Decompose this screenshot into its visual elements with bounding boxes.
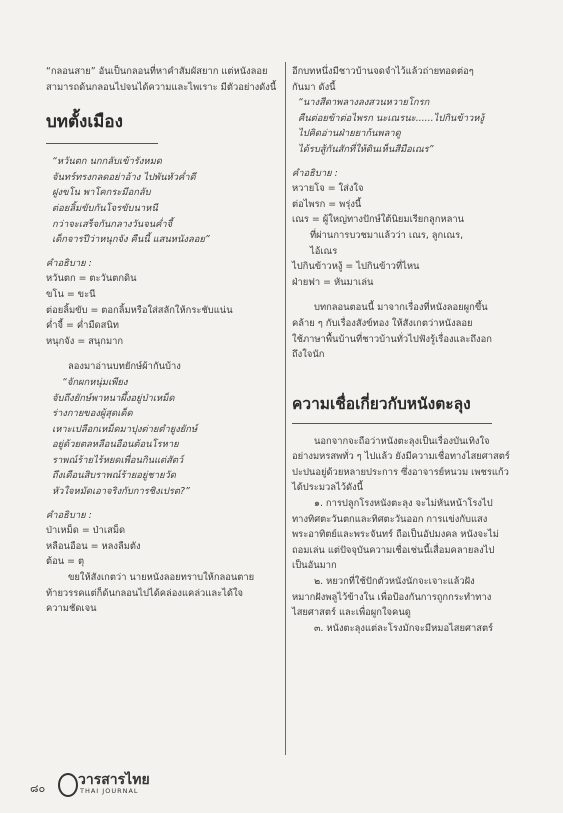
text-line: ได้ประมวลไว้ดังนี้: [292, 482, 364, 494]
gloss-item-continued: ไอ้เณร: [310, 245, 338, 257]
gloss-label: คำอธิบาย :: [46, 257, 92, 269]
text-line: ไสยศาสตร์ และเพื่อผูกใจคนดู: [292, 607, 411, 619]
text-line: บทกลอนตอนนี้ มาจากเรื่องที่หนังลอยผูกขึ้น: [314, 302, 488, 314]
gloss-item: หวันตก = ตะวันตกดิน: [46, 273, 137, 285]
poem-line: ไปคิดอ่านฝ่ายยาก้นพลาดู: [298, 128, 401, 140]
gloss-label: คำอธิบาย :: [292, 167, 338, 179]
page-number: ๘๐: [30, 782, 46, 795]
poem-line: เด็กจารปีว่าหนุกจัง คืนนี้ แสนหนังลอย”: [52, 234, 210, 246]
gloss-item-continued: ที่ผ่านการบวชมาแล้วว่า เณร, ลูกเณร,: [310, 229, 464, 241]
intro-paragraph: [46, 64, 280, 95]
column-divider: [285, 62, 286, 755]
poem-line: กว่าจะเสร็จกันกลางวันจนค่ำจี้: [52, 218, 173, 230]
gloss-item: ฝ่ายฟา = หันมาเล่น: [292, 276, 374, 288]
journal-logo-subtext: THAI JOURNAL: [80, 787, 139, 795]
poem-line: อยู่ด้วยตลหลือนอือนต้อนโรหาย: [52, 439, 179, 451]
journal-logo-text: วารสารไทย: [78, 772, 150, 788]
body-paragraph: [292, 300, 528, 362]
text-line: ๑. การปลูกโรงหนังตะลุง จะไม่หันหน้าโรงไป: [314, 498, 493, 510]
poem-line: หัวใจหมัดเอาจริงกับการชิงเปรต?”: [52, 486, 190, 498]
gloss-item: หวายโจ = ใส่งใจ: [292, 183, 364, 195]
text-line: อีกบทหนึ่งมีชาวบ้านจดจำไว้แล้วถ่ายทอดต่อๆ: [292, 66, 474, 77]
gloss-item: เณร = ผู้ใหญ่ทางปักษ์ใต้นิยมเรียกลูกหลาน: [292, 214, 464, 226]
gloss-item: ค่ำจี้ = ค่ำมืดสนิท: [46, 320, 119, 332]
text-line: คล้าย ๆ กับเรื่องสังข์ทอง ให้สังเกตว่าหนังลอย: [292, 317, 473, 329]
poem-line: จับถึงยักษ์พาหนาผึ้งอยู่ป่าเหม็ด: [52, 392, 175, 404]
title-underline: [292, 423, 492, 424]
poem-line: ต่อยลิ้มขับกันโจรขับนาหนี: [52, 202, 158, 214]
gloss-list: [46, 523, 280, 570]
text-line: ใช้ภาษาพื้นบ้านที่ชาวบ้านทั่วไปฟังรู้เรื่องและถึงอก: [292, 333, 492, 345]
numbered-item: [292, 496, 528, 574]
text-line: นอกจากจะถือว่าหนังตะลุงเป็นเรื่องบันเทิงใจ: [314, 435, 490, 447]
gloss-item: ต่อยลิ้มขับ = ตอกลิ้มหรือใส่สลักให้กระชับแน่น: [46, 304, 233, 316]
poem-block: [46, 154, 280, 248]
gloss-item: หนุกจัง = สนุกมาก: [46, 335, 124, 347]
numbered-item: [292, 621, 528, 637]
gloss-item: หลือนอือน = หลงลืมตัง: [46, 540, 141, 552]
poem-block: [292, 95, 528, 157]
section-title: ความเชื่อเกี่ยวกับหนังตะลุง: [292, 394, 471, 413]
text-line: ถอมเล่น แต่ปัจจุบันความเชื่อเช่นนี้เสื่อมคลายลงไป: [292, 544, 495, 556]
text-line: ท้ายวรรคแต่ก็ด้นกลอนไปได้คล่องแคล่วและได้ใจ: [46, 587, 244, 599]
text-line: ถึงใจนัก: [292, 349, 325, 361]
gloss-item: ขโน = ขะนี: [46, 288, 96, 300]
poem-line: จันทร์ทรงกลดอย่าอ้าง ไปพันหัวค่ำดี: [52, 171, 196, 183]
page-footer: [30, 765, 210, 805]
journal-logo-icon: [58, 773, 78, 797]
poem-block: [46, 375, 280, 500]
gloss-item: ไปกินข้าวหงู้ = ไปกินข้าวที่ไหน: [292, 261, 420, 273]
body-paragraph: [46, 570, 280, 617]
poem-line: “หวันตก นกกลับเข้ารังหมด: [52, 156, 162, 168]
poem-line: ได้รบสู้กันสักที่ให้ดินเห็นสีมือเณร”: [298, 143, 434, 155]
text-line: ๓. หนังตะลุงแต่ละโรงมักจะมีหมอไสยศาสตร์: [314, 622, 494, 634]
body-paragraph: [292, 434, 528, 496]
text-line: ปะปนอยู่ด้วยหลายประการ ซึ่งอาจารย์หนวม เพชรแก้ว: [292, 466, 509, 478]
text-line: หมากฝังพลูไว้ข้างใน เพื่อป้องกันการถูกกระทำทาง: [292, 591, 492, 603]
numbered-item: [292, 574, 528, 621]
poem-line: “นางสีดาพลางลงสวนหวายโกรก: [298, 97, 430, 109]
text-line: อย่างมหรสพทั่ว ๆ ไปแล้ว ยังมีความเชื่อทางไสยศาสตร์: [292, 451, 510, 463]
gloss-list: [292, 181, 528, 290]
text-line: ความชัดเจน: [46, 603, 97, 615]
poem-line: ราพณ์ร้ายไร้หยดเพื่อนกินแต่สัตว์: [52, 454, 184, 466]
text-line: เป็นอันมาก: [292, 560, 337, 572]
text-line: ทางทิศตะวันตกและทิศตะวันออก การแข่งกับแสง: [292, 513, 488, 525]
text-line: สามารถด้นกลอนไปจนได้ความและไพเราะ มีตัวอย่างดังนี้: [46, 81, 277, 93]
text-line: ขยให้สังเกตว่า นายหนังลอยทราบให้กลอนตาย: [68, 572, 255, 584]
title-underline: [46, 143, 158, 144]
text-line: “กลอนสาย” อันเป็นกลอนที่หาคำสัมผัสยาก แต่หนังลอย: [46, 66, 268, 77]
gloss-item: ต่อไพรก = พรุ่งนี้: [292, 198, 362, 210]
poem-line: ร่างกายของผู้สุดเด็ด: [52, 408, 133, 420]
left-column: [46, 64, 280, 617]
text-line: ๒. หยวกที่ใช้ปักตัวหนังนักจะเจาะแล้วฝัง: [314, 576, 475, 588]
poem-line: “จักผกหนุ่มเพียง: [62, 376, 128, 388]
text-line: กันมา ดังนี้: [292, 81, 336, 93]
text-line: พระอาทิตย์และพระจันทร์ ถือเป็นอัปมงคล หนังจะไม่: [292, 529, 499, 541]
gloss-list: [46, 271, 280, 349]
poem-line: คืนต่อยข้าต่อไพรก นะเณรนะ......ไปกินข้าวหงู้: [298, 112, 485, 124]
gloss-item: ต้อน = ตุ: [46, 556, 85, 568]
poem-line: ถึงเดือนสิบราพณ์ร้ายอยู่ชายวัด: [52, 470, 176, 482]
body-paragraph: ลองมาอ่านบทยักษ์ผ้ากันบ้าง: [68, 361, 181, 373]
poem-line: เหาะเปลือกเหม็ดมาปุงต่ายตำยูงยักษ์: [52, 423, 198, 435]
right-column: [292, 64, 528, 636]
gloss-item: ป่าเหม็ด = ป่าเสม็ด: [46, 525, 126, 537]
section-title: บทตั้งเมือง: [46, 112, 123, 133]
intro-paragraph: [292, 64, 528, 95]
gloss-label: คำอธิบาย :: [46, 509, 92, 521]
poem-line: ฝูงขโน พาโคกระมีอกลับ: [52, 187, 151, 199]
